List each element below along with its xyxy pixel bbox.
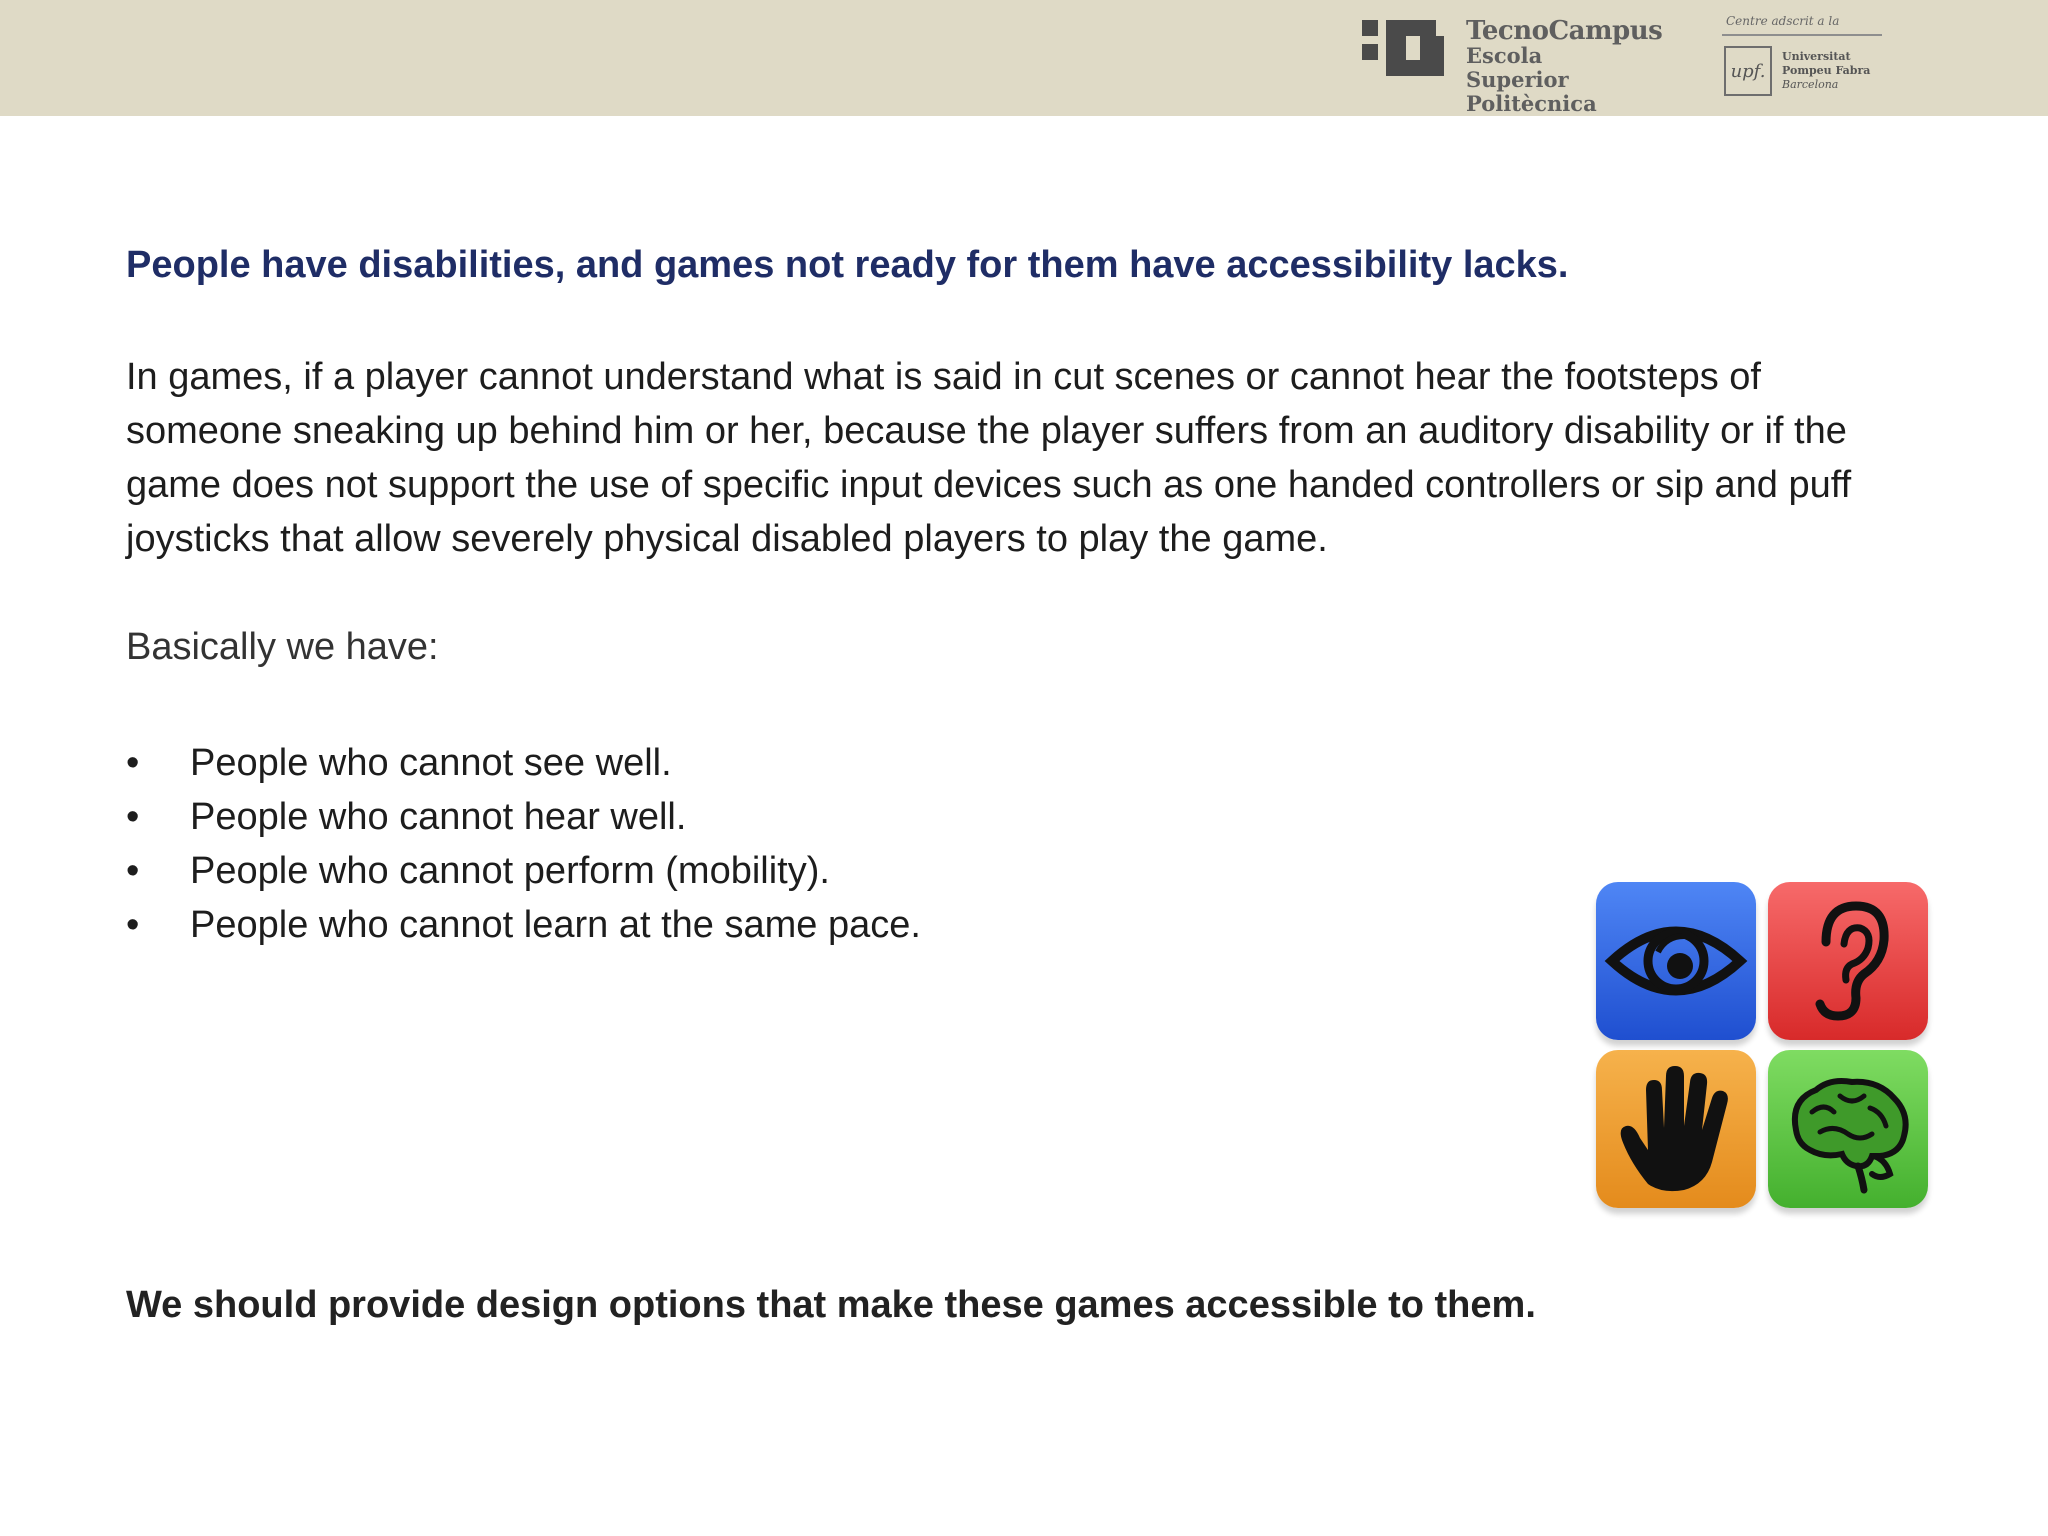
brain-icon <box>1768 1050 1928 1208</box>
accessibility-icon-grid <box>1596 882 1930 1210</box>
vision-tile <box>1596 882 1756 1040</box>
upf-box: upf. <box>1724 46 1772 96</box>
tecnocampus-line2: Politècnica <box>1466 91 1597 116</box>
tecnocampus-line1: Escola Superior <box>1466 43 1569 92</box>
list-item <box>126 898 921 952</box>
header-band <box>0 0 2048 116</box>
list-item-text: People who cannot learn at the same pace. <box>190 904 921 946</box>
tecnocampus-logo <box>1362 16 1663 116</box>
list-item <box>126 736 921 790</box>
disability-list <box>126 736 921 952</box>
upf-line1: Universitat <box>1782 50 1851 63</box>
list-item <box>126 790 921 844</box>
bullet-icon: • <box>126 904 140 946</box>
body-paragraph: In games, if a player cannot understand what is said in cut scenes or cannot hear the footsteps of someone sneaking up behind him or her, because the player suffers from an auditory disability or if the game does not support the use of specific input devices such as one handed controllers or sip and puff joysticks that allow severely physical disabled players to play the game. <box>126 356 1852 560</box>
upf-divider <box>1722 34 1882 36</box>
cognitive-tile <box>1768 1050 1928 1208</box>
tecnocampus-name: TecnoCampus <box>1466 16 1663 46</box>
upf-centre-text: Centre adscrit a la <box>1726 14 1840 28</box>
list-intro: Basically we have: <box>126 626 439 668</box>
list-item <box>126 844 921 898</box>
upf-wordmark <box>1782 50 1870 92</box>
eye-icon <box>1596 882 1756 1040</box>
hearing-tile <box>1768 882 1928 1040</box>
upf-line3: Barcelona <box>1782 78 1839 91</box>
ear-icon <box>1768 882 1928 1040</box>
bullet-icon: • <box>126 742 140 784</box>
bullet-icon: • <box>126 850 140 892</box>
tecnocampus-mark-icon <box>1362 20 1444 76</box>
slide-headline: People have disabilities, and games not ready for them have accessibility lacks. <box>126 244 1569 286</box>
tecnocampus-wordmark <box>1466 16 1663 116</box>
upf-logo <box>1722 14 1882 102</box>
closing-statement: We should provide design options that make these games accessible to them. <box>126 1284 1536 1326</box>
list-item-text: People who cannot see well. <box>190 742 672 784</box>
list-item-text: People who cannot hear well. <box>190 796 687 838</box>
mobility-tile <box>1596 1050 1756 1208</box>
bullet-icon: • <box>126 796 140 838</box>
upf-line2: Pompeu Fabra <box>1782 64 1871 77</box>
list-item-text: People who cannot perform (mobility). <box>190 850 830 892</box>
hand-icon <box>1596 1050 1756 1208</box>
